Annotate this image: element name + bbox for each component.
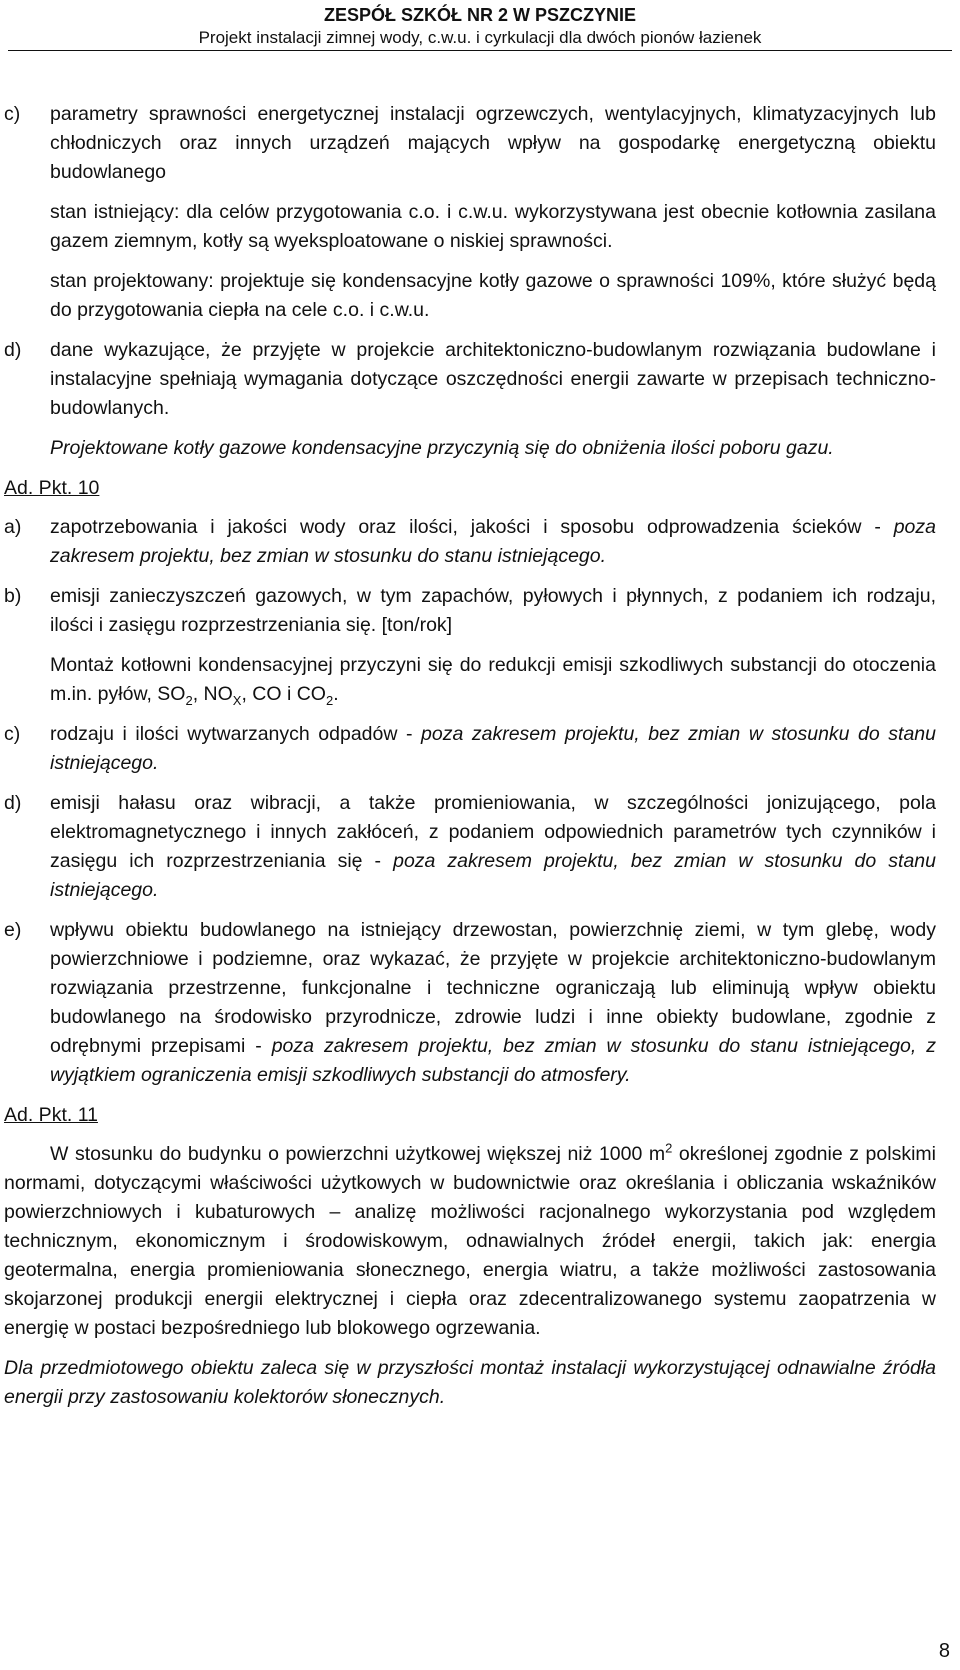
- section-11-recommendation: Dla przedmiotowego obiektu zaleca się w przyszłości montaż instalacji wykorzystującej odnawialne źródła energii przy zastosowaniu kolektorów słonecznych.: [4, 1357, 936, 1408]
- item-text: emisji hałasu oraz wibracji, a także promieniowania, w szczególności jonizującego, pola elektromagnetycznego i innych zakłóceń, z podaniem odpowiednich parametrów tych czynników i zasięgu ich rozprzestrzeniania się - poza zakresem projektu, bez zmian w stosunku do stanu istniejącego.: [50, 792, 936, 901]
- header-divider: [8, 50, 952, 51]
- header-school-name: ZESPÓŁ SZKÓŁ NR 2 W PSZCZYNIE: [323, 5, 637, 25]
- item-10e: [4, 916, 936, 1090]
- item-text: zapotrzebowania i jakości wody oraz ilości, jakości i sposobu odprowadzenia ścieków - poza zakresem projektu, bez zmian w stosunku do stanu istniejącego.: [50, 516, 936, 567]
- item-10c: [4, 720, 936, 778]
- item-label: d): [4, 792, 22, 814]
- item-label: e): [4, 919, 22, 941]
- document-body: [4, 100, 936, 1423]
- item-text: dane wykazujące, że przyjęte w projekcie architektoniczno-budowlanym rozwiązania budowlane i instalacyjne spełniają wymagania dotyczące oszczędności energii zawarte w przepisach techniczno-budowlanych.: [50, 339, 936, 419]
- header-project-title: Projekt instalacji zimnej wody, c.w.u. i cyrkulacji dla dwóch pionów łazienek: [198, 28, 762, 47]
- section-heading-11: Ad. Pkt. 11: [4, 1104, 98, 1126]
- section-heading-10: Ad. Pkt. 10: [4, 477, 100, 499]
- page-number: 8: [938, 1640, 950, 1662]
- item-10b: [4, 582, 936, 709]
- page-header: [0, 0, 960, 49]
- item-text: emisji zanieczyszczeń gazowych, w tym zapachów, pyłowych i płynnych, z podaniem ich rodzaju, ilości i zasięgu rozprzestrzeniania się. [ton/rok]: [50, 585, 936, 636]
- item-label: b): [4, 585, 22, 607]
- item-label: a): [4, 516, 22, 538]
- state-designed: stan projektowany: projektuje się kondensacyjne kotły gazowe o sprawności 109%, które służyć będą do przygotowania ciepła na cele c.o. i c.w.u.: [50, 270, 936, 321]
- section-11-paragraph: W stosunku do budynku o powierzchni użytkowej większej niż 1000 $m^2$ określonej zgodnie z polskimi normami, dotyczącymi właściwości użytkowych w budownictwie oraz określania i obliczania wskaźników powierzchniowych i kubaturowych – analizę możliwości racjonalnego wykorzystania pod względem technicznym, ekonomicznym i środowiskowym, odnawialnych źródeł energii, takich jak: energia geotermalna, energia promieniowania słonecznego, energia wiatru, a także możliwości zastosowania skojarzonej produkcji energii elektrycznej i ciepła oraz zdecentralizowanego systemu zaopatrzenia w energię w postaci bezpośredniego lub blokowego ogrzewania.: [4, 1140, 936, 1339]
- item-label: d): [4, 339, 22, 361]
- item-note: Montaż kotłowni kondensacyjnej przyczyni się do redukcji emisji szkodliwych substancji do otoczenia m.in. pyłów, $SO_2$, $NO_X$, CO i $CO_2$.: [50, 654, 936, 708]
- item-label: c): [4, 103, 21, 125]
- item-10a: [4, 513, 936, 571]
- item-9d: [4, 336, 936, 463]
- item-text: rodzaju i ilości wytwarzanych odpadów - poza zakresem projektu, bez zmian w stosunku do stanu istniejącego.: [50, 723, 936, 774]
- item-text: wpływu obiektu budowlanego na istniejący drzewostan, powierzchnię ziemi, w tym glebę, wody powierzchniowe i podziemne, oraz wykazać, że przyjęte w projekcie architektoniczno-budowlanym rozwiązania przestrzenne, funkcjonalne i techniczne ograniczają lub eliminują wpływ obiektu budowlanego na środowisko przyrodnicze, zdrowie ludzi i inne obiekty budowlane, zgodnie z odrębnymi przepisami - poza zakresem projektu, bez zmian w stosunku do stanu istniejącego, z wyjątkiem ograniczenia emisji szkodliwych substancji do atmosfery.: [50, 919, 937, 1086]
- state-existing: stan istniejący: dla celów przygotowania c.o. i c.w.u. wykorzystywana jest obecnie kotłownia zasilana gazem ziemnym, kotły są wyeksploatowane o niskiej sprawności.: [50, 201, 936, 252]
- item-text: parametry sprawności energetycznej instalacji ogrzewczych, wentylacyjnych, klimatyzacyjnych lub chłodniczych oraz innych urządzeń mających wpływ na gospodarkę energetyczną obiektu budowlanego: [50, 103, 936, 183]
- item-label: c): [4, 723, 21, 745]
- item-10d: [4, 789, 936, 905]
- item-note: Projektowane kotły gazowe kondensacyjne przyczynią się do obniżenia ilości poboru gazu.: [50, 437, 834, 459]
- item-9c: [4, 100, 936, 187]
